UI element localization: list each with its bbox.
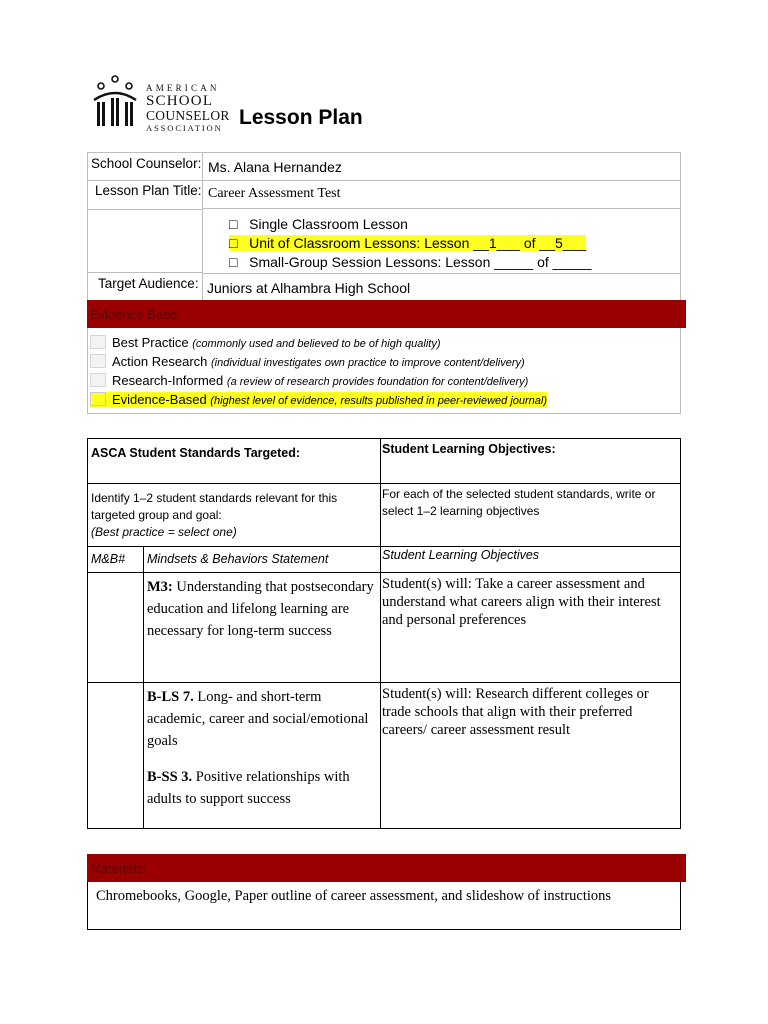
school-counselor-label: School Counselor: — [91, 156, 202, 171]
checkbox-icon: □ — [229, 235, 238, 251]
evidence-option-name: Research-Informed — [112, 373, 224, 388]
checkbox-icon — [90, 373, 106, 387]
materials-value: Chromebooks, Google, Paper outline of career assessment, and slideshow of instructions — [96, 888, 612, 904]
objectives-instruction — [382, 486, 655, 520]
col-objectives-header: Student Learning Objectives — [382, 548, 540, 562]
lesson-type-label: Unit of Classroom Lessons: Lesson __1___ of __5___ — [249, 235, 587, 251]
evidence-option-desc: (commonly used and believed to be of high quality) — [192, 338, 441, 350]
standard-m3 — [147, 576, 376, 642]
evidence-option-name: Action Research — [112, 354, 208, 369]
materials-bar — [87, 854, 686, 882]
standards-instruction-line-1: Identify 1–2 student standards relevant for this — [91, 491, 338, 505]
lesson-type-single[interactable] — [229, 216, 408, 232]
objectives-heading: Student Learning Objectives: — [382, 442, 556, 456]
lesson-type-unit[interactable] — [229, 235, 586, 251]
evidence-option-desc: (highest level of evidence, results published in peer-reviewed journal) — [210, 395, 548, 407]
evidence-base-label: Evidence Base: — [90, 307, 181, 322]
target-audience-value: Juniors at Alhambra High School — [207, 280, 411, 296]
logo-line-1: AMERICAN — [146, 83, 220, 93]
standard-bss3 — [147, 766, 376, 810]
objectives-instruction-line-2: select 1–2 learning objectives — [382, 504, 540, 518]
asca-logo-icon — [92, 74, 138, 130]
standards-instruction — [91, 490, 337, 541]
standard-text: Positive relationships with adults to support success — [147, 769, 350, 807]
objective-row-1: Student(s) will: Take a career assessment and understand what careers align with their interest and personal preferences — [382, 576, 661, 628]
evidence-option-evidence-based[interactable] — [90, 392, 547, 407]
standard-code: B-SS 3. — [147, 769, 193, 785]
asca-logo-text — [146, 84, 230, 132]
evidence-option-desc: (a review of research provides foundation for content/delivery) — [226, 376, 529, 388]
evidence-option-desc: (individual investigates own practice to improve content/delivery) — [211, 357, 525, 369]
checkbox-icon — [90, 354, 106, 368]
standard-code: M3: — [147, 579, 173, 595]
logo-line-2: SCHOOL — [146, 93, 214, 109]
standard-text: Understanding that postsecondary education and lifelong learning are necessary for long-term success — [147, 579, 374, 639]
lesson-type-label: Single Classroom Lesson — [249, 216, 408, 232]
evidence-option-name: Evidence-Based — [112, 392, 207, 407]
target-audience-label: Target Audience: — [98, 276, 199, 291]
logo-line-3: COUNSELOR — [146, 108, 230, 123]
evidence-base-bar — [87, 300, 686, 328]
standard-text: Long- and short-term academic, career and social/emotional goals — [147, 689, 369, 749]
standard-bls7 — [147, 686, 376, 752]
page-title: Lesson Plan — [239, 106, 363, 129]
school-counselor-value: Ms. Alana Hernandez — [208, 159, 342, 175]
materials-label: Materials: — [90, 861, 147, 876]
checkbox-icon: □ — [229, 216, 238, 232]
lesson-title-label: Lesson Plan Title: — [95, 183, 202, 198]
objectives-instruction-line-1: For each of the selected student standards, write or — [382, 487, 656, 501]
standards-instruction-line-3: (Best practice = select one) — [91, 525, 237, 539]
checkbox-icon — [90, 335, 106, 349]
standard-code: B-LS 7. — [147, 689, 194, 705]
evidence-option-action-research[interactable] — [90, 354, 525, 369]
standards-heading: ASCA Student Standards Targeted: — [91, 446, 301, 460]
col-statement-header: Mindsets & Behaviors Statement — [147, 552, 329, 566]
evidence-option-name: Best Practice — [112, 335, 189, 350]
evidence-option-research-informed[interactable] — [90, 373, 528, 388]
col-code-header: M&B# — [91, 552, 126, 566]
logo-line-4: ASSOCIATION — [146, 122, 223, 133]
standards-instruction-line-2: targeted group and goal: — [91, 508, 222, 522]
lesson-title-value: Career Assessment Test — [208, 186, 341, 201]
evidence-option-best-practice[interactable] — [90, 335, 440, 350]
objective-row-2: Student(s) will: Research different colleges or trade schools that align with their preferred careers/ career assessment result — [382, 686, 649, 738]
lesson-type-small-group[interactable] — [229, 254, 592, 270]
checkbox-icon: □ — [229, 254, 238, 270]
checkbox-icon — [90, 392, 106, 406]
lesson-type-label: Small-Group Session Lessons: Lesson _____ of _____ — [249, 254, 592, 270]
